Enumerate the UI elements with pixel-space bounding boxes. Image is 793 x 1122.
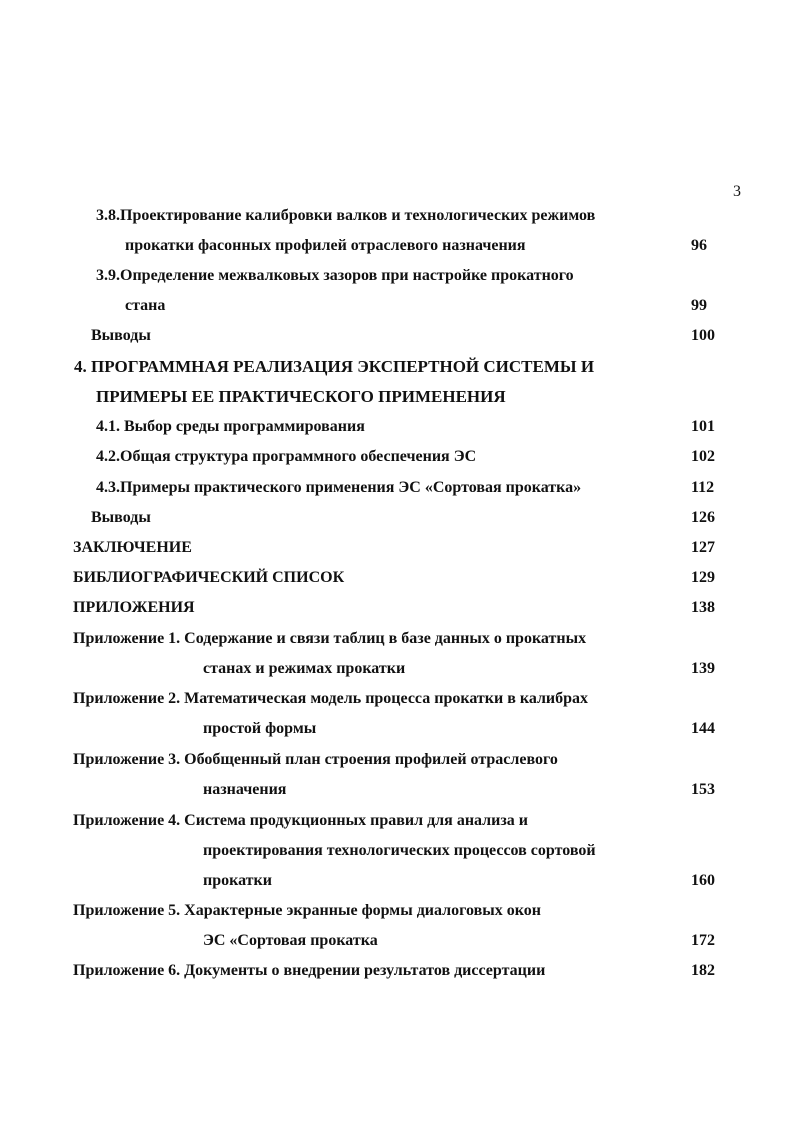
toc-entry-3-8: 3.8.Проектирование калибровки валков и технологических режимов xyxy=(96,207,596,224)
toc-entry-3-8-cont: прокатки фасонных профилей отраслевого назначения xyxy=(125,237,526,254)
toc-entry-4-2: 4.2.Общая структура программного обеспечения ЭС xyxy=(96,448,477,465)
toc-page-bibliography: 129 xyxy=(691,569,715,586)
toc-entry-appendix-4-cont2: прокатки xyxy=(203,872,272,889)
toc-entry-3-9: 3.9.Определение межвалковых зазоров при настройке прокатного xyxy=(96,267,574,284)
toc-page-3-9: 99 xyxy=(691,297,707,314)
toc-entry-appendix-3: Приложение 3. Обобщенный план строения профилей отраслевого xyxy=(73,751,558,768)
toc-chapter-4: 4. ПРОГРАММНАЯ РЕАЛИЗАЦИЯ ЭКСПЕРТНОЙ СИСТЕМЫ И xyxy=(74,357,595,376)
toc-page-appendix-4: 160 xyxy=(691,872,715,889)
toc-entry-appendix-6: Приложение 6. Документы о внедрении результатов диссертации xyxy=(73,962,546,979)
toc-entry-appendix-4: Приложение 4. Система продукционных правил для анализа и xyxy=(73,812,529,829)
toc-entry-3-9-cont: стана xyxy=(125,297,166,314)
toc-entry-conclusion: ЗАКЛЮЧЕНИЕ xyxy=(73,539,192,556)
toc-entry-conclusions-4: Выводы xyxy=(91,509,151,526)
toc-page-appendix-1: 139 xyxy=(691,660,715,677)
toc-page-appendix-5: 172 xyxy=(691,932,715,949)
toc-page-conclusions-4: 126 xyxy=(691,509,715,526)
toc-entry-appendix-1-cont: станах и режимах прокатки xyxy=(203,660,406,677)
toc-entry-appendices: ПРИЛОЖЕНИЯ xyxy=(73,599,195,616)
toc-page-4-3: 112 xyxy=(691,479,715,496)
toc-entry-appendix-5-cont: ЭС «Сортовая прокатка xyxy=(203,932,378,949)
page-number: 3 xyxy=(733,183,741,200)
toc-entry-appendix-2: Приложение 2. Математическая модель процесса прокатки в калибрах xyxy=(73,690,589,707)
toc-page-3-8: 96 xyxy=(691,237,707,254)
toc-entry-appendix-1: Приложение 1. Содержание и связи таблиц в базе данных о прокатных xyxy=(73,630,587,647)
toc-page-conclusions-3: 100 xyxy=(691,327,715,344)
toc-page-appendix-2: 144 xyxy=(691,720,715,737)
toc-page-appendix-3: 153 xyxy=(691,781,715,798)
toc-entry-conclusions-3: Выводы xyxy=(91,327,151,344)
toc-entry-appendix-3-cont: назначения xyxy=(203,781,287,798)
toc-entry-4-3: 4.3.Примеры практического применения ЭС «Сортовая прокатка» xyxy=(96,479,582,496)
toc-entry-appendix-2-cont: простой формы xyxy=(203,720,317,737)
toc-entry-appendix-4-cont: проектирования технологических процессов сортовой xyxy=(203,842,596,859)
toc-page-appendices: 138 xyxy=(691,599,715,616)
toc-chapter-4-cont: ПРИМЕРЫ ЕЕ ПРАКТИЧЕСКОГО ПРИМЕНЕНИЯ xyxy=(96,387,506,406)
toc-page-appendix-6: 182 xyxy=(691,962,715,979)
toc-entry-4-1: 4.1. Выбор среды программирования xyxy=(96,418,365,435)
toc-page-4-1: 101 xyxy=(691,418,715,435)
toc-entry-appendix-5: Приложение 5. Характерные экранные формы диалоговых окон xyxy=(73,902,541,919)
toc-page-4-2: 102 xyxy=(691,448,715,465)
toc-page-conclusion: 127 xyxy=(691,539,715,556)
toc-entry-bibliography: БИБЛИОГРАФИЧЕСКИЙ СПИСОК xyxy=(73,569,345,586)
